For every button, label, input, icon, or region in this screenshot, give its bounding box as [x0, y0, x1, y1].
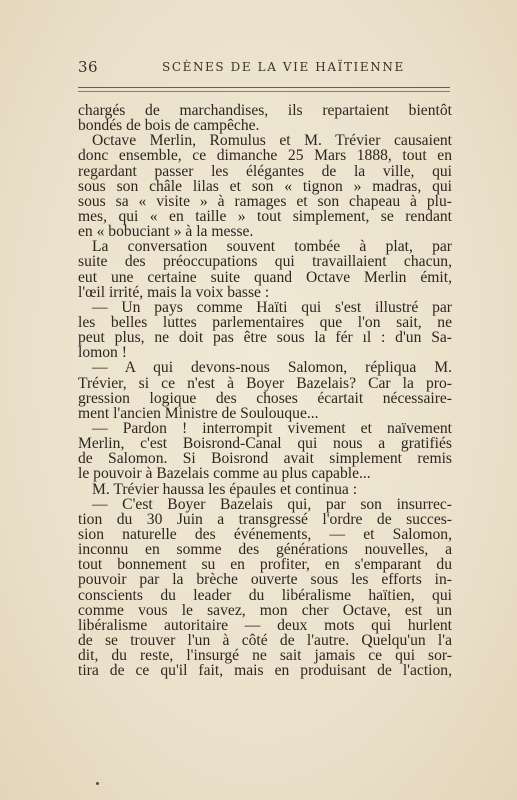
text-line: Trévier, si ce n'est à Boyer Bazelais? Car la pro- [78, 374, 452, 392]
text-line: — Un pays comme Haïti qui s'est illustré par [92, 298, 452, 316]
text-line: en « bobuciant » à la messe. [78, 223, 254, 241]
text-line: comme vous le savez, mon cher Octave, est un [78, 601, 452, 619]
header-rule-top [78, 87, 450, 88]
text-line: suite des préoccupations qui travaillaient chacun, [78, 253, 452, 271]
header-rule-bottom [78, 91, 450, 92]
text-line: mes, qui « en taille » tout simplement, se rendant [78, 207, 452, 225]
text-line: sous sa « visite » à ramages et son chapeau à plu- [78, 192, 452, 210]
ink-speck [96, 782, 99, 785]
text-line: Octave Merlin, Romulus et M. Trévier causaient [92, 132, 452, 150]
text-line: tout bonnement su en profiter, en s'emparant du [78, 556, 452, 574]
text-line: sous son châle lilas et son « tignon » madras, qui [78, 177, 452, 195]
text-line: bondés de bois de campêche. [78, 117, 260, 135]
text-line: tion du 30 Juin a transgressé l'ordre de succes- [78, 510, 452, 528]
text-line: — Pardon ! interrompit vivement et naïvement [92, 419, 452, 437]
text-line: eut une certaine suite quand Octave Merlin émit, [78, 268, 452, 286]
text-line: lomon ! [78, 344, 127, 362]
text-line: chargés de marchandises, ils repartaient bientôt [78, 102, 452, 119]
body-text [78, 103, 452, 678]
page-header [78, 58, 450, 78]
text-line: de Salomon. Si Boisrond avait simplement remis [78, 450, 452, 468]
text-line: dit, du reste, l'insurgé ne sait jamais ce qui sor- [78, 647, 452, 665]
text-line: de se trouver l'un à côté de l'autre. Quelqu'un l'a [78, 631, 452, 649]
text-line: les belles luttes parlementaires que l'on sait, ne [78, 313, 452, 331]
text-line: sion naturelle des événements, — et Salomon, [78, 525, 452, 543]
text-line: — A qui devons-nous Salomon, répliqua M. [92, 359, 452, 377]
text-line: tira de ce qu'il fait, mais en produisant de l'action, [78, 662, 452, 680]
running-head: SCÈNES DE LA VIE HAÏTIENNE [162, 60, 405, 74]
text-line: M. Trévier haussa les épaules et continua : [92, 480, 358, 498]
text-line: l'œil irrité, mais la voix basse : [78, 283, 270, 301]
text-line: inconnu en somme des générations nouvelles, a [78, 541, 452, 559]
page-number: 36 [78, 58, 99, 76]
text-line: — C'est Boyer Bazelais qui, par son insurrec- [92, 495, 452, 513]
text-line: ment l'ancien Ministre de Soulouque... [78, 404, 319, 422]
text-line: pouvoir par la brèche ouverte sous les efforts in- [78, 571, 452, 589]
text-line: donc ensemble, ce dimanche 25 Mars 1888, tout en [78, 147, 452, 165]
text-line: conscients du leader du libéralisme haïtien, qui [78, 586, 452, 604]
text-line: libéralisme autoritaire — deux mots qui hurlent [78, 616, 452, 634]
text-line: Merlin, c'est Boisrond-Canal qui nous a gratifiés [78, 435, 452, 453]
text-line: gression logique des choses écartait nécessaire- [78, 389, 452, 407]
text-line: le pouvoir à Bazelais comme au plus capable... [78, 465, 371, 483]
text-line: La conversation souvent tombée à plat, par [92, 238, 452, 256]
text-line: regardant passer les élégantes de la ville, qui [78, 162, 452, 180]
text-line: peut plus, ne doit pas être sous la fér ıl : d'un Sa- [78, 329, 452, 347]
